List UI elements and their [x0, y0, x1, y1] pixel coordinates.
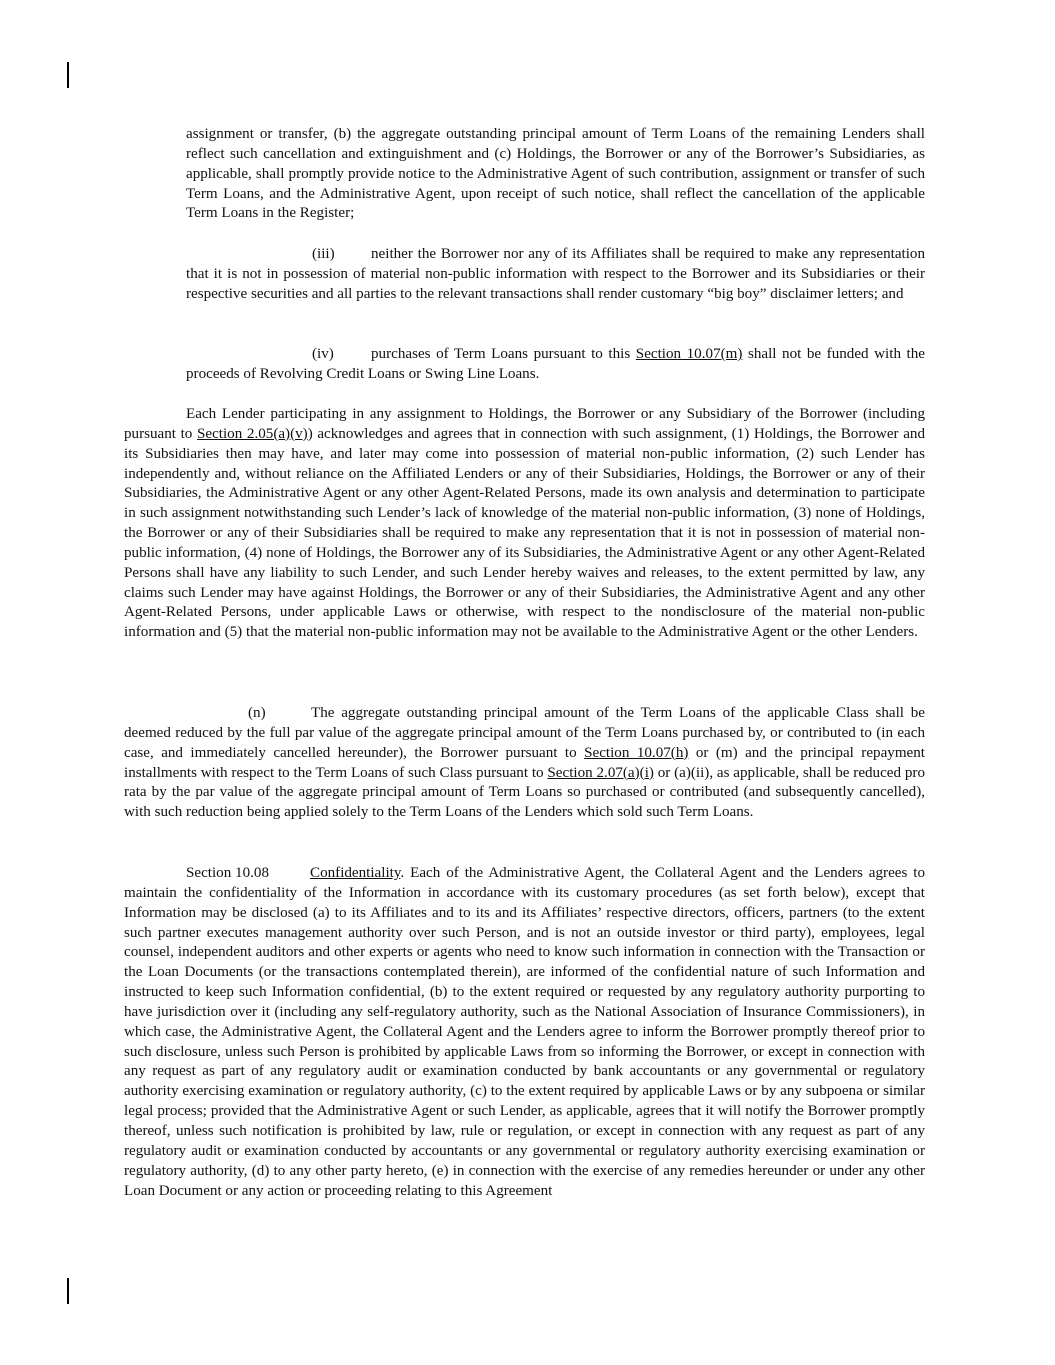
section-number: Section 10.08 [186, 865, 270, 881]
revision-bar-bottom [67, 1278, 69, 1304]
clause-text: neither the Borrower nor any of its Affiliates shall be required to make any representation that it is not in possession of material non-public information with respect to the Borrower and its Subsidiaries or their respective securities and all parties to the relevant transactions shall render customary “big boy” disclaimer letters; and [186, 246, 925, 302]
paragraph-text: assignment or transfer, (b) the aggregate outstanding principal amount of Term Loans of the remaining Lenders shall reflect such cancellation and extinguishment and (c) Holdings, the Borrower or any of the Borrower’s Subsidiaries, as applicable, shall promptly provide notice to the Administrative Agent of such contribution, assignment or transfer of such Term Loans, and the Administrative Agent, upon receipt of such notice, shall reflect the cancellation of the applicable Term Loans in the Register; [186, 126, 925, 222]
section-text: . Each of the Administrative Agent, the Collateral Agent and the Lenders agrees to maintain the confidentiality of the Information in accordance with its customary procedures (as set forth below), except that Information may be disclosed (a) to its Affiliates and to its and its Affiliates’ respective directors, officers, partners (to the extent such partner executes management authority over such Person, and is not an outside investor or third party), employees, legal counsel, independent auditors and other experts or agents who need to know such information in connection with the Transaction or the Loan Documents (or the transactions contemplated therein), are informed of the confidential nature of such Information and instructed to keep such Information confidential, (b) to the extent required or requested by any regulatory authority purporting to have jurisdiction over it (including any self-regulatory authority, such as the National Association of Insurance Commissioners), in which case, the Administrative Agent, the Collateral Agent and the Lenders agree to inform the Borrower promptly thereof prior to such disclosure, unless such Person is prohibited by applicable Laws from so informing the Borrower, or except in connection with any request as part of any regulatory audit or examination conducted by bank accountants or any governmental or regulatory authority exercising examination or regulatory authority, (c) to the extent required by applicable Laws or by any subpoena or similar legal process; provided that the Administrative Agent or such Lender, as applicable, agrees that it will notify the Borrower promptly thereof, unless such notification is prohibited by law, rule or regulation, or except in connection with any request as part of any regulatory audit or examination conducted by accountants or any governmental or regulatory authority exercising examination or regulatory authority, (d) to any other party hereto, (e) in connection with the exercise of any remedies hereunder or under any other Loan Document or any action or proceeding relating to this Agreement [124, 865, 925, 1199]
paragraph-continuation [186, 125, 925, 224]
clause-number: (n) [248, 705, 266, 721]
paragraph-text: Each Lender participating in any assignment to Holdings, the Borrower or any Subsidiary of the Borrower (including pursuant to [124, 406, 925, 442]
clause-number: (iv) [312, 346, 334, 362]
clause-text: shall not be funded with the proceeds of Revolving Credit Loans or Swing Line Loans. [186, 346, 925, 382]
clause-text: The aggregate outstanding principal amount of the Term Loans of the applicable Class shall be deemed reduced by the full par value of the aggregate principal amount of the Term Loans purchased by, or contributed to (in each case, and immediately cancelled hereunder), the Borrower pursuant to [124, 705, 925, 761]
clause-text: or (m) and the principal repayment installments with respect to the Term Loans of such Class pursuant to [124, 744, 926, 781]
section-heading: Confidentiality [310, 865, 401, 881]
paragraph-each-lender [124, 405, 925, 643]
section-reference: Section 2.07(a)(i) [547, 764, 654, 781]
clause-text: purchases of Term Loans pursuant to this [371, 346, 636, 362]
section-reference: Section 10.07(h) [584, 744, 689, 761]
clause-number: (iii) [312, 246, 335, 262]
clause-iii [186, 245, 925, 305]
section-reference: Section 10.07(m) [635, 346, 743, 362]
clause-iv [186, 345, 925, 385]
section-10-08 [124, 864, 925, 1201]
clause-n [124, 704, 925, 823]
section-reference: Section 2.05(a)(v) [197, 425, 308, 442]
clause-text: or (a)(ii), as applicable, shall be reduced pro rata by the par value of the aggregate principal amount of Term Loans so purchased or contributed (and subsequently cancelled), with such reduction being applied solely to the Term Loans of the Lenders which sold such Term Loans. [124, 764, 925, 821]
revision-bar-top [67, 62, 69, 88]
paragraph-text: ) acknowledges and agrees that in connection with such assignment, (1) Holdings, the Borrower and its Subsidiaries then may have, and later may come into possession of material non-public information, (2) such Lender has independently and, without reliance on the Affiliated Lenders or any of their Subsidiaries, Holdings, the Borrower or any of their Subsidiaries, the Administrative Agent or any other Agent-Related Persons, made its own analysis and determination to participate in such assignment notwithstanding such Lender’s lack of knowledge of the material non-public information, (3) none of Holdings, the Borrower or any of their Subsidiaries shall be required to make any representation that it is not in possession of material non-public information, (4) none of Holdings, the Borrower any of its Subsidiaries, the Administrative Agent or any other Agent-Related Persons shall have any liability to such Lender, and such Lender hereby waives and releases, to the extent permitted by law, any claims such Lender may have against Holdings, the Borrower or any of their Subsidiaries, the Administrative Agent and any other Agent-Related Persons, under applicable Laws or otherwise, with respect to the nondisclosure of the material non-public information and (5) that the material non-public information may not be available to the Administrative Agent or the other Lenders. [124, 425, 925, 641]
